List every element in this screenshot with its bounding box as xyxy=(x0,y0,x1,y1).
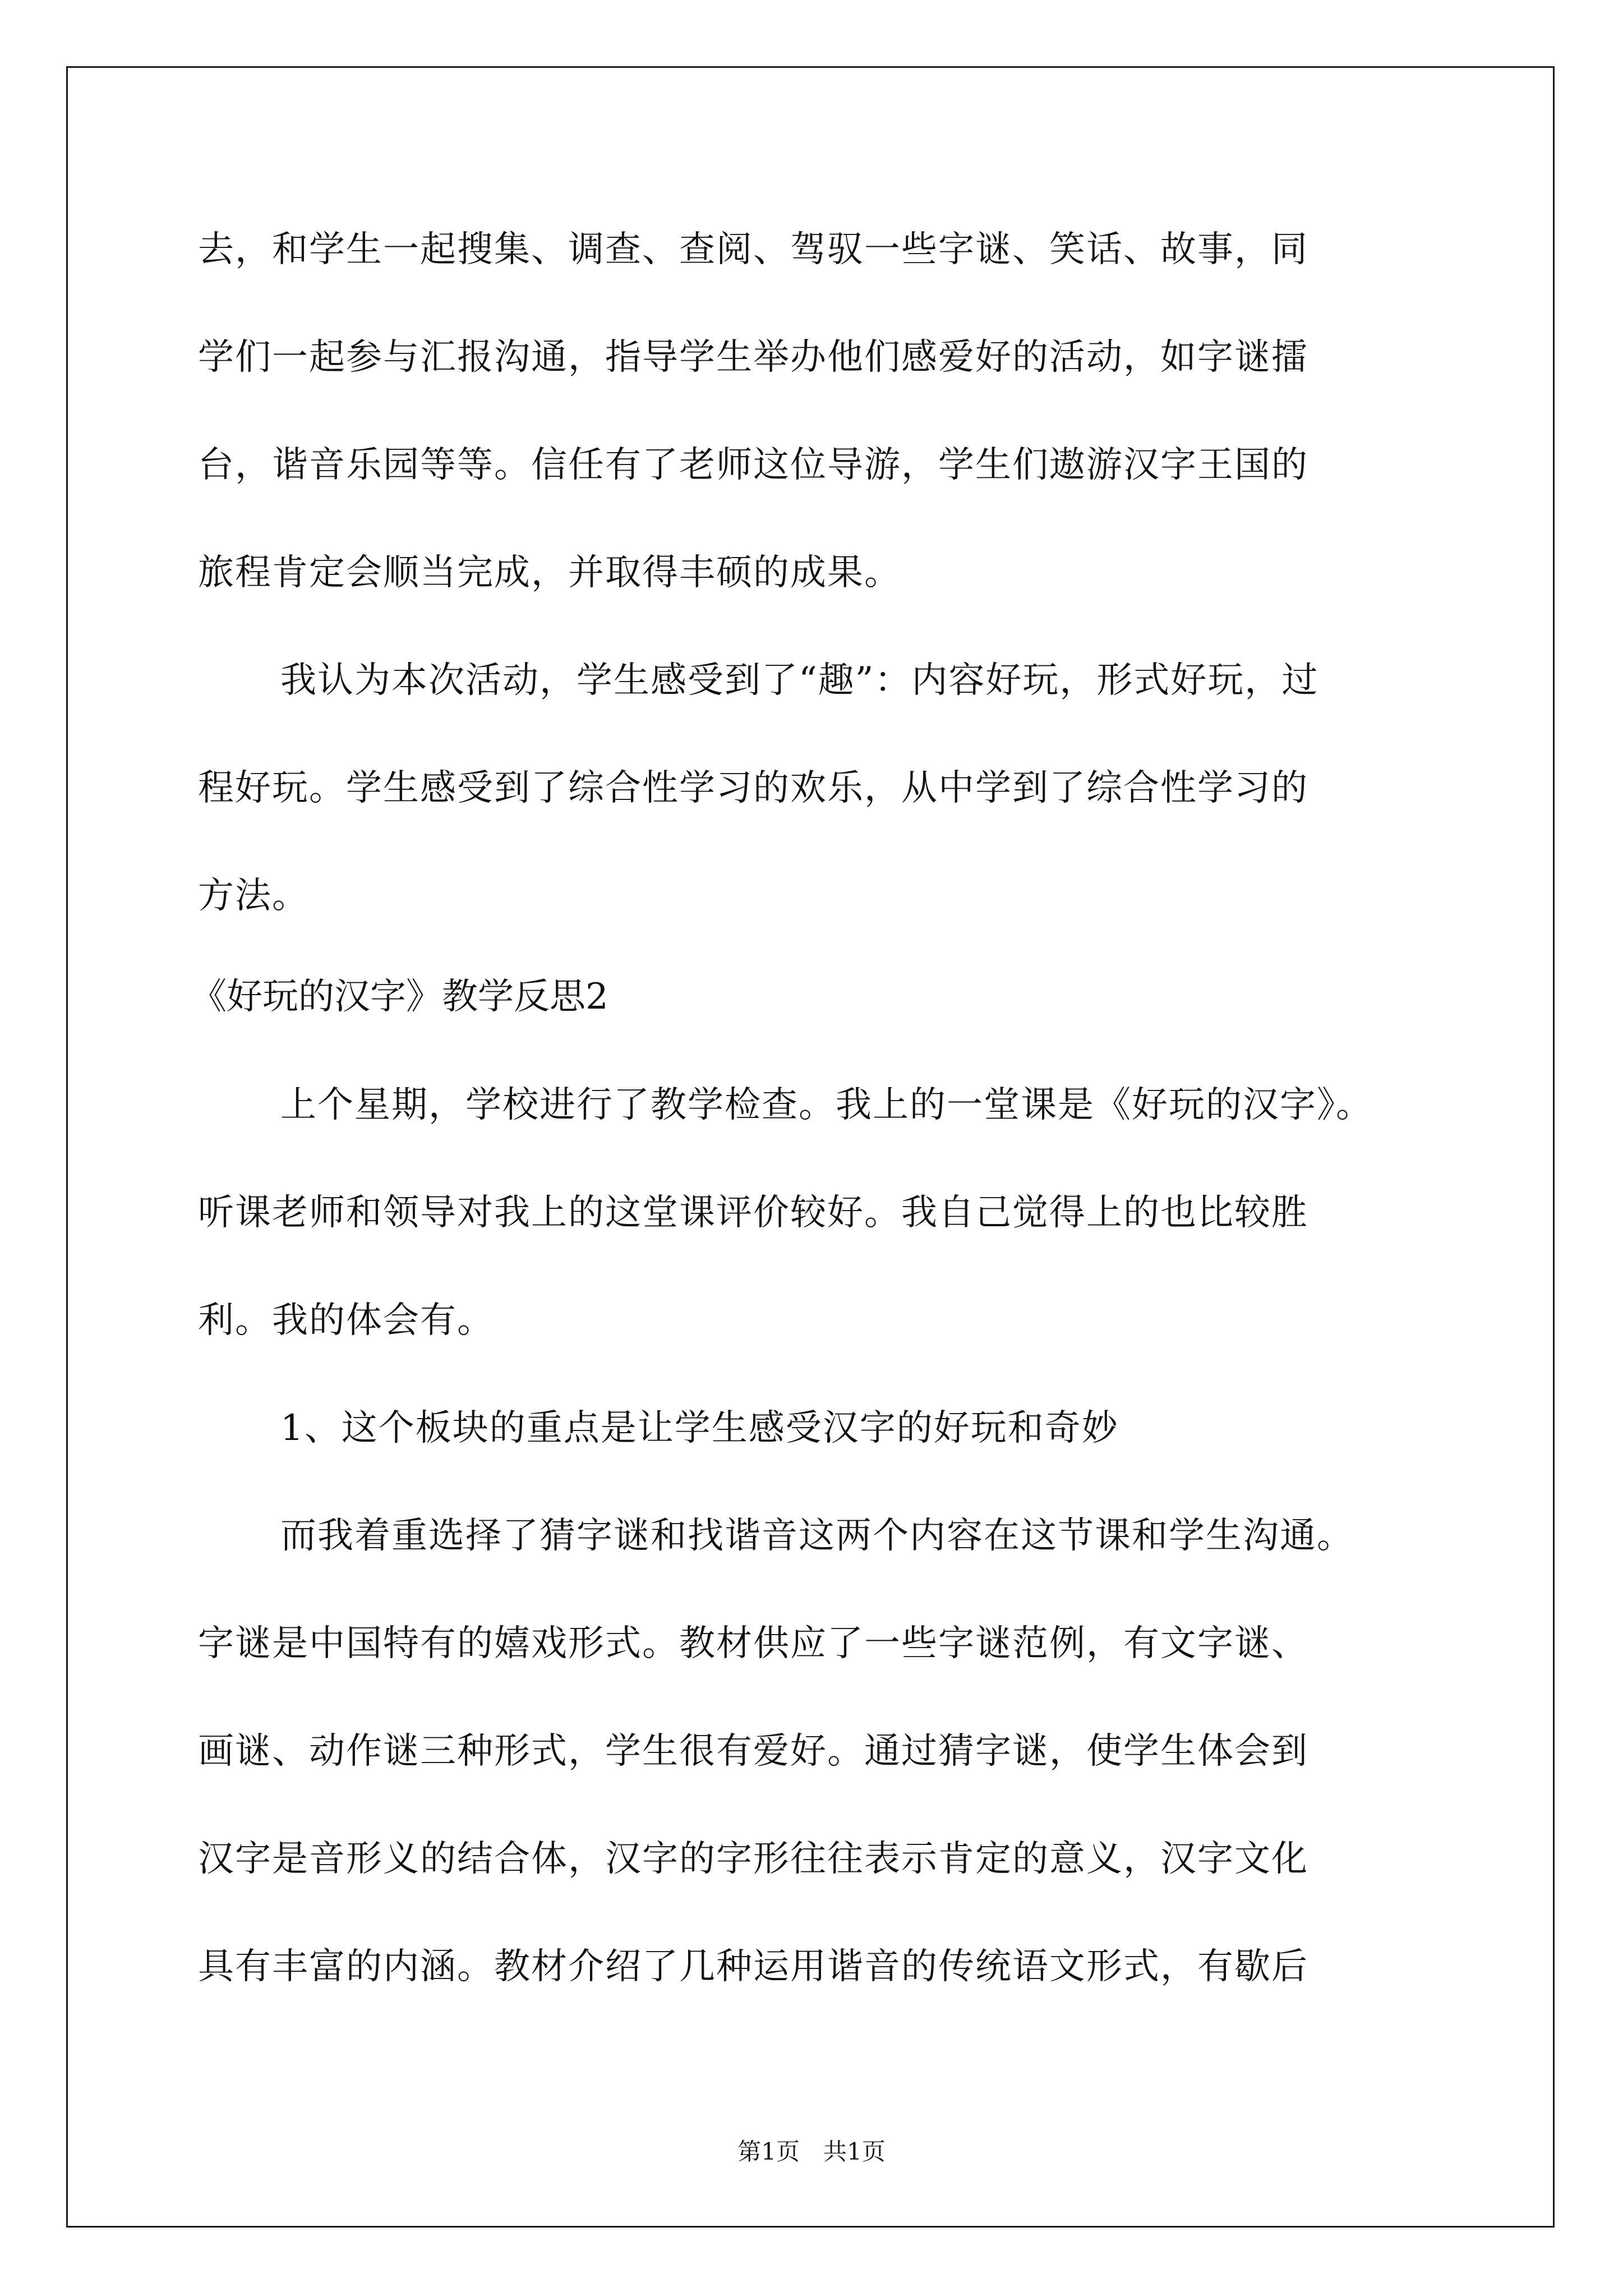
text-line: 去，和学生一起搜集、调查、查阅、驾驭一些字谜、笑话、故事，同 xyxy=(198,229,1308,270)
list-item: 1、这个板块的重点是让学生感受汉字的好玩和奇妙 xyxy=(280,1407,1119,1449)
text-line: 汉字是音形义的结合体，汉字的字形往往表示肯定的意义，汉字文化 xyxy=(198,1838,1308,1880)
text-line: 画谜、动作谜三种形式，学生很有爱好。通过猜字谜，使学生体会到 xyxy=(198,1731,1308,1772)
page-border xyxy=(66,66,1555,2228)
text-line: 方法。 xyxy=(198,875,309,917)
text-line: 旅程肯定会顺当完成，并取得丰硕的成果。 xyxy=(198,552,901,593)
paragraph-first-line: 而我着重选择了猜字谜和找谐音这两个内容在这节课和学生沟通。 xyxy=(280,1515,1354,1557)
section-heading: 《好玩的汉字》教学反思2 xyxy=(191,976,608,1018)
text-line: 具有丰富的内涵。教材介绍了几种运用谐音的传统语文形式，有歇后 xyxy=(198,1946,1308,1987)
paragraph-first-line: 上个星期，学校进行了教学检查。我上的一堂课是《好玩的汉字》。 xyxy=(280,1084,1373,1126)
paragraph-first-line: 我认为本次活动，学生感受到了“趣”：内容好玩，形式好玩，过 xyxy=(280,660,1319,701)
text-line: 字谜是中国特有的嬉戏形式。教材供应了一些字谜范例，有文字谜、 xyxy=(198,1623,1308,1664)
page-number: 第1页 共1页 xyxy=(737,2138,886,2165)
text-line: 听课老师和领导对我上的这堂课评价较好。我自己觉得上的也比较胜 xyxy=(198,1192,1308,1234)
text-line: 学们一起参与汇报沟通，指导学生举办他们感爱好的活动，如字谜擂 xyxy=(198,337,1308,378)
text-line: 程好玩。学生感受到了综合性学习的欢乐，从中学到了综合性学习的 xyxy=(198,767,1308,809)
text-line: 台，谐音乐园等等。信任有了老师这位导游，学生们遨游汉字王国的 xyxy=(198,444,1308,486)
text-line: 利。我的体会有。 xyxy=(198,1300,494,1341)
